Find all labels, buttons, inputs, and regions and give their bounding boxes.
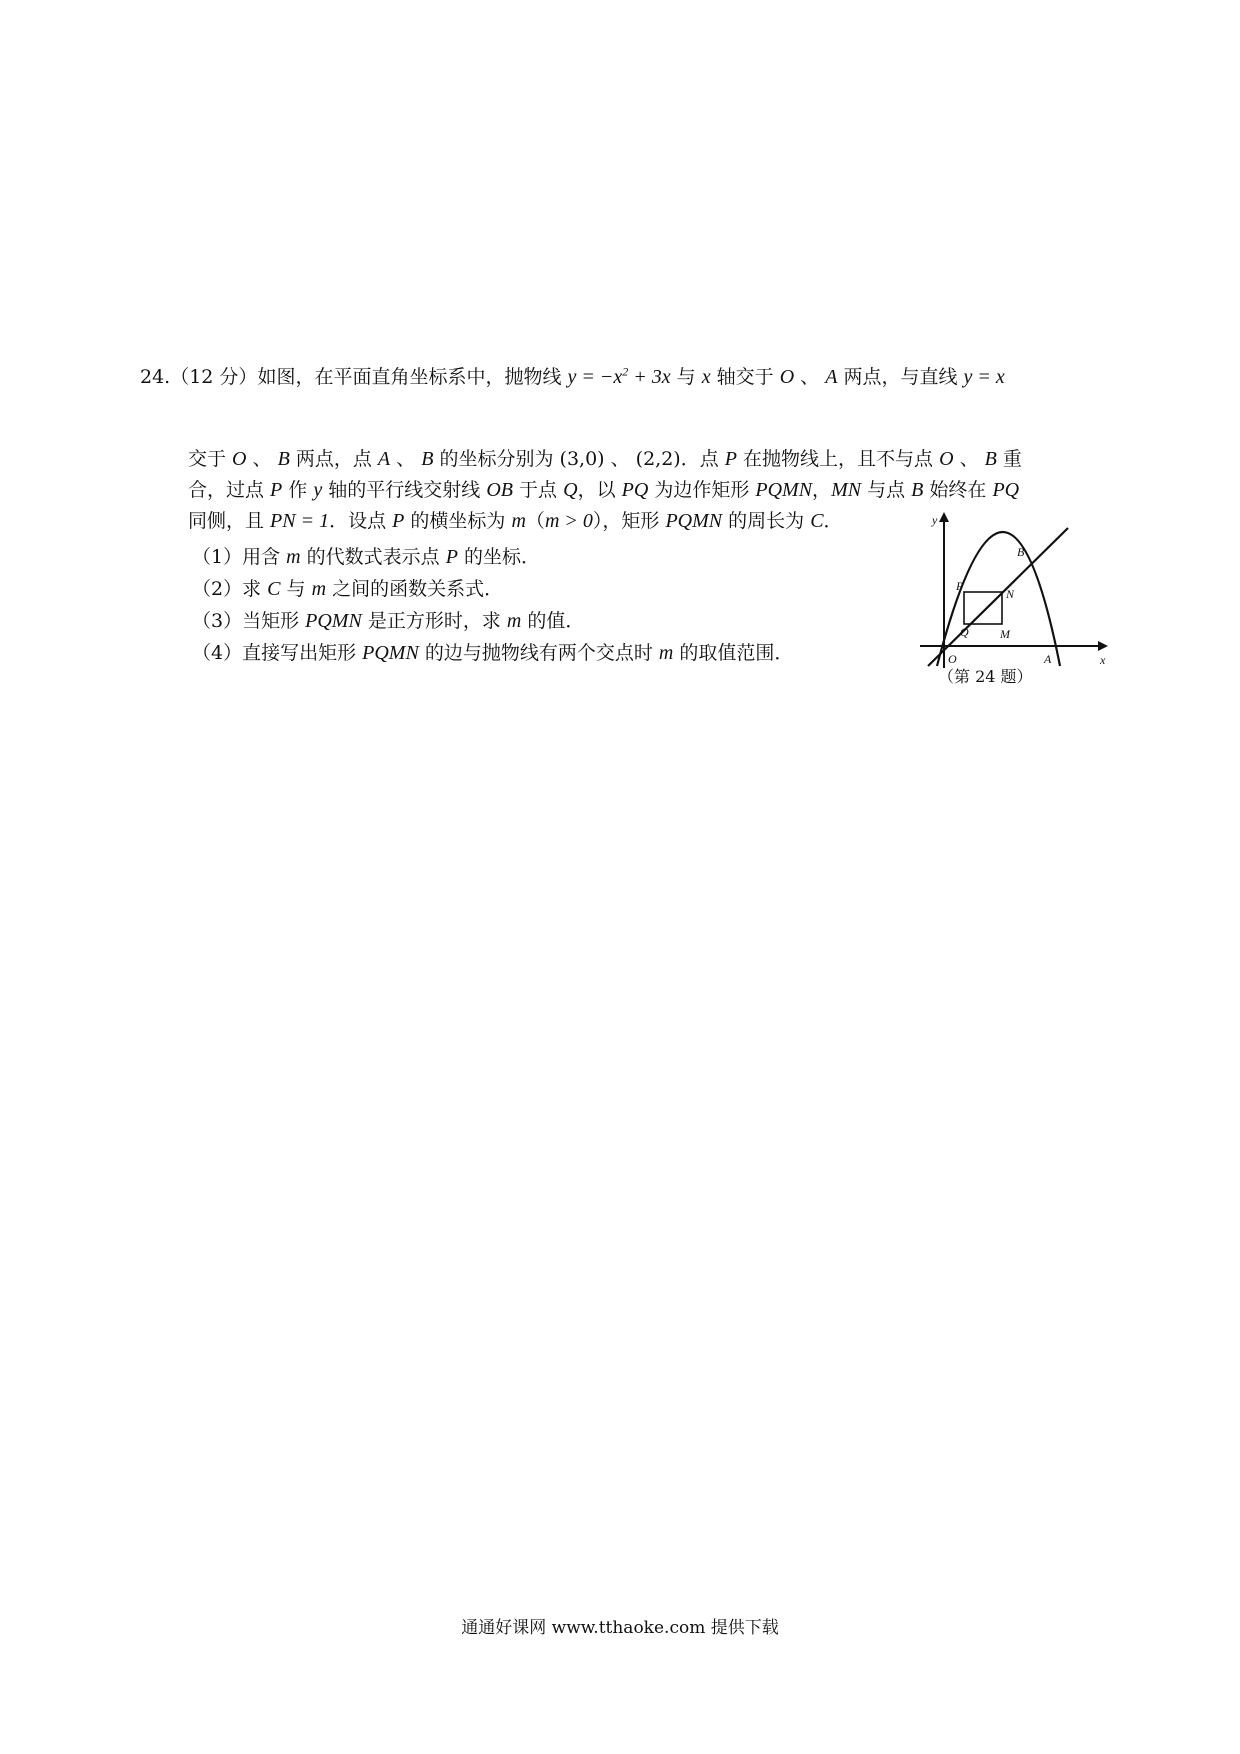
label-y: y <box>932 513 938 527</box>
sub-question-1: （1）用含 m 的代数式表示点 P 的坐标． <box>192 546 540 568</box>
problem-points: （12 分） <box>170 366 258 388</box>
y-axis-arrow <box>939 512 949 522</box>
label-A: A <box>1044 652 1052 666</box>
x-axis-arrow <box>1098 641 1108 651</box>
label-O: O <box>948 652 957 666</box>
sub-question-2: （2）求 C 与 m 之间的函数关系式． <box>192 578 504 600</box>
label-B: B <box>1017 545 1025 559</box>
problem-line-2: 交于 O 、 B 两点，点 A 、 B 的坐标分别为 (3,0) 、 (2,2)．点 P 在抛物线上，且不与点 O 、 B 重 <box>188 448 1022 470</box>
label-N: N <box>1006 587 1015 601</box>
sub-question-4: （4）直接写出矩形 PQMN 的边与抛物线有两个交点时 m 的取值范围． <box>192 642 794 664</box>
rectangle-pqmn <box>964 592 1002 624</box>
sub-question-3: （3）当矩形 PQMN 是正方形时，求 m 的值． <box>192 610 585 632</box>
footer-text: 通通好课网 www.tthaoke.com 提供下载 <box>461 1618 779 1638</box>
label-x: x <box>1100 653 1106 667</box>
problem-line-4: 同侧，且 PN = 1．设点 P 的横坐标为 m（m > 0），矩形 PQMN 的周长为 C． <box>188 510 843 532</box>
parabola-equation: $y = -x^2 + 3x$ <box>567 364 671 388</box>
problem-line-3: 合，过点 P 作 y 轴的平行线交射线 OB 于点 Q，以 PQ 为边作矩形 PQMN，MN 与点 B 始终在 PQ <box>188 479 1020 501</box>
label-Q: Q <box>960 625 969 639</box>
label-P: P <box>956 579 964 593</box>
figure-caption: （第 24 题） <box>938 667 1033 686</box>
label-M: M <box>1000 627 1010 641</box>
line-equation: y = x <box>963 366 1005 388</box>
problem-number: 24. <box>140 366 171 388</box>
problem-line-1: 24.（12 分）如图，在平面直角坐标系中，抛物线 $y = -x^2 + 3x$ 与 x 轴交于 O 、 A 两点，与直线 y = x <box>140 364 1005 388</box>
